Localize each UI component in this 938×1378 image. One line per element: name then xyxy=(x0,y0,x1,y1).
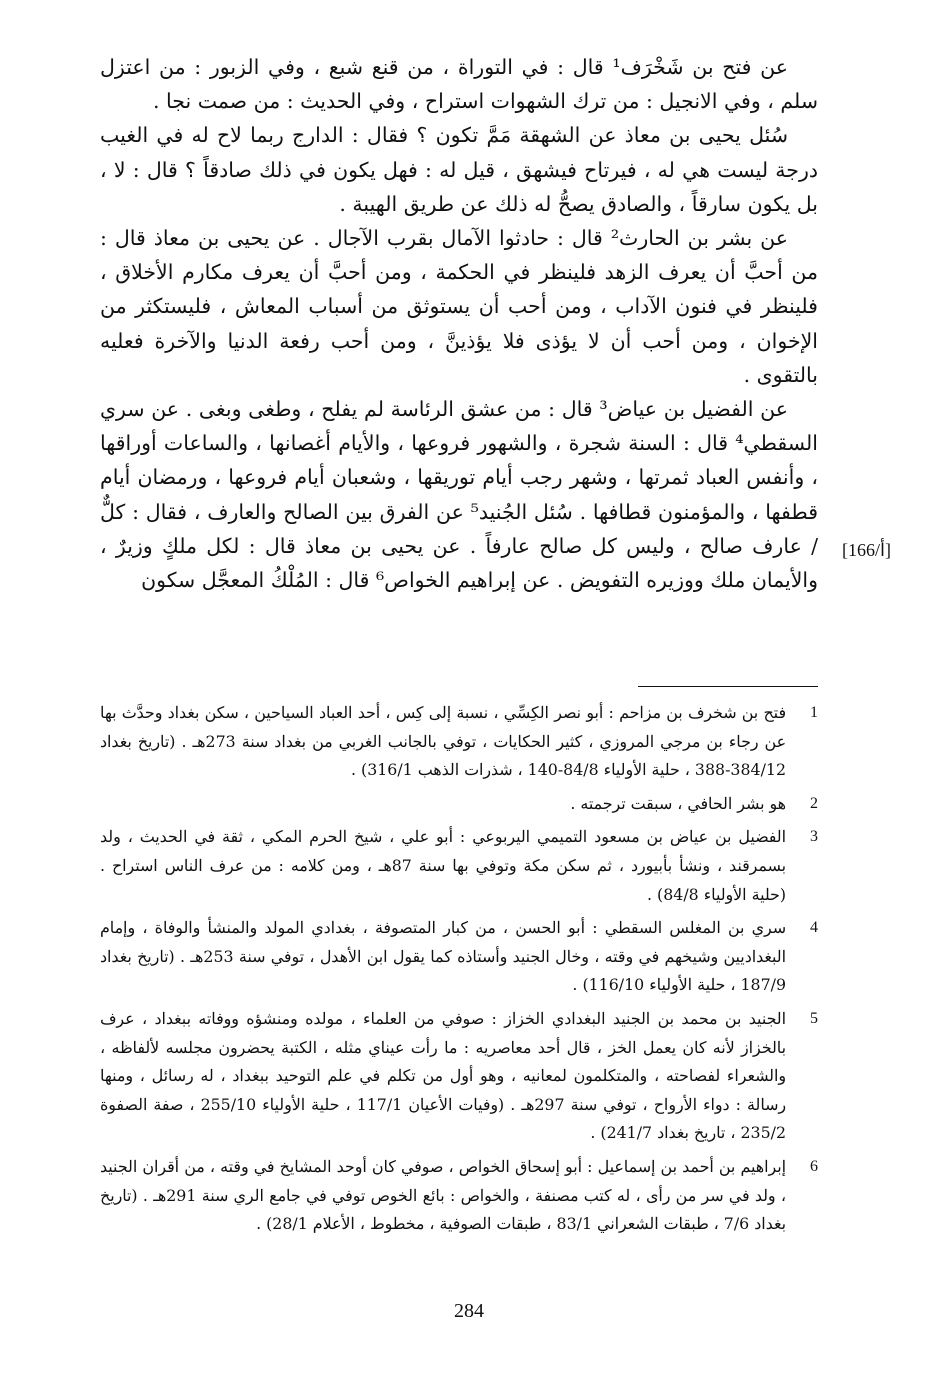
footnote-number: 6 xyxy=(810,1157,818,1175)
footnote xyxy=(100,699,818,785)
manuscript-folio-marker: [166/أ] xyxy=(842,540,892,560)
footnote xyxy=(100,914,818,1000)
footnote-number: 1 xyxy=(810,704,818,721)
footnote-text: هو بشر الحافي ، سبقت ترجمته . xyxy=(570,793,786,813)
footnote xyxy=(100,790,818,819)
page-number: 284 xyxy=(454,1300,484,1322)
paragraph: عن الفضيل بن عياض³ قال : من عشق الرئاسة لم يفلح ، وطغى وبغى . عن سري السقطي⁴ قال : السنة شجرة ، والشهور فروعها ، والأيام أغصانها ، والساعات أوراقها ، وأنفس العباد ثمرتها ، وشهر رجب أيام توريقها ، وشعبان أيام فروعها ، ورمضان أيام قطفها ، والمؤمنون قطافها . سُئل الجُنيد⁵ عن الفرق بين الصالح والعارف ، فقال : كلٌّ / عارف صالح ، وليس كل صالح عارفاً . عن يحيى بن معاذ قال : لكل ملكٍ وزيرٌ ، والأيمان ملك ووزيره التفويض . عن إبراهيم الخواص⁶ قال : المُلْكُ المعجَّل سكون xyxy=(100,397,818,593)
footnote-text: فتح بن شخرف بن مزاحم : أبو نصر الكِسِّي ، نسبة إلى كِس ، أحد العباد السياحين ، سكن بغداد وحدَّث بها عن رجاء بن مرجي المروزي ، كثير الحكايات ، توفي بالجانب الغربي من بغداد سنة 273هـ . (تاريخ بغداد 384/12-388 ، حلية الأولياء 84/8-140 ، شذرات الذهب 316/1) . xyxy=(100,703,786,780)
paragraph: عن بشر بن الحارث² قال : حادثوا الآمال بقرب الآجال . عن يحيى بن معاذ قال : من أحبَّ أن يعرف الزهد فلينظر في الحكمة ، ومن أحبَّ أن يعرف مكارم الأخلاق ، فلينظر في فنون الآداب ، ومن أحب أن يستوثق من أسباب المعاش ، فليستكثر من الإخوان ، ومن أحب أن لا يؤذى فلا يؤذينَّ ، ومن أحب رفعة الدنيا والآخرة فعليه بالتقوى . xyxy=(100,226,818,387)
footnote xyxy=(100,1153,818,1239)
footnotes-section xyxy=(100,699,818,1244)
footnote-text: الجنيد بن محمد بن الجنيد البغدادي الخزاز : صوفي من العلماء ، مولده ومنشؤه ووفاته ببغداد ، عرف بالخزاز لأنه كان يعمل الخز ، قال أحد معاصريه : ما رأت عيناي مثله ، الكتبة يحضرون مجلسه لألفاظه ، والشعراء لفصاحته ، والمتكلمون لمعانيه ، وهو أول من تكلم في علم التوحيد ببغداد ، له رسائل ، ومنها رسالة : دواء الأرواح ، توفي سنة 297هـ . (وفيات الأعيان 117/1 ، حلية الأولياء 255/10 ، صفة الصفوة 235/2 ، تاريخ بغداد 241/7) . xyxy=(100,1008,787,1143)
footnote-text: إبراهيم بن أحمد بن إسماعيل : أبو إسحاق الخواص ، صوفي كان أوحد المشايخ في وقته ، من أقران الجنيد ، ولد في سر من رأى ، له كتب مصنفة ، والخواص : بائع الخوص توفي في جامع الري سنة 291هـ . (تاريخ بغداد 7/6 ، طبقات الشعراني 83/1 ، طبقات الصوفية ، مخطوط ، الأعلام 28/1) . xyxy=(100,1156,786,1234)
footnote xyxy=(100,823,818,909)
footnote-number: 2 xyxy=(810,794,818,812)
paragraph: سُئل يحيى بن معاذ عن الشهقة مَمَّ تكون ؟ فقال : الدارج ربما لاح له في الغيب درجة ليست هي له ، فيرتاح فيشهق ، قيل له : فهل يكون في ذلك صادقاً ؟ قال : لا ، بل يكون سارقاً ، والصادق يصحُّ له ذلك عن طريق الهيبة . xyxy=(100,123,818,216)
footnote-number: 4 xyxy=(810,919,818,937)
main-text-block xyxy=(100,50,818,597)
footnote-number: 5 xyxy=(810,1009,818,1027)
footnote-number: 3 xyxy=(810,828,818,846)
footnote-text: سري بن المغلس السقطي : أبو الحسن ، من كبار المتصوفة ، بغدادي المولد والمنشأ والوفاة ، وإمام البغداديين وشيخهم في وقته ، وخال الجنيد وأستاذه كما يقول ابن الأهدل ، توفي سنة 253هـ . (تاريخ بغداد 187/9 ، حلية الأولياء 116/10) . xyxy=(100,918,786,995)
footnote-separator xyxy=(638,686,818,687)
footnote xyxy=(100,1005,818,1148)
footnote-text: الفضيل بن عياض بن مسعود التميمي اليربوعي : أبو علي ، شيخ الحرم المكي ، ثقة في الحديث ، ولد بسمرقند ، ونشأ بأبيورد ، ثم سكن مكة وتوفي بها سنة 87هـ ، ومن كلامه : من عرف الناس استراح . (حلية الأولياء 84/8) . xyxy=(100,827,786,904)
paragraph: عن فتح بن شَخْرَف¹ قال : في التوراة ، من قنع شبع ، وفي الزبور : من اعتزل سلم ، وفي الانجيل : من ترك الشهوات استراح ، وفي الحديث : من صمت نجا . xyxy=(100,55,818,114)
